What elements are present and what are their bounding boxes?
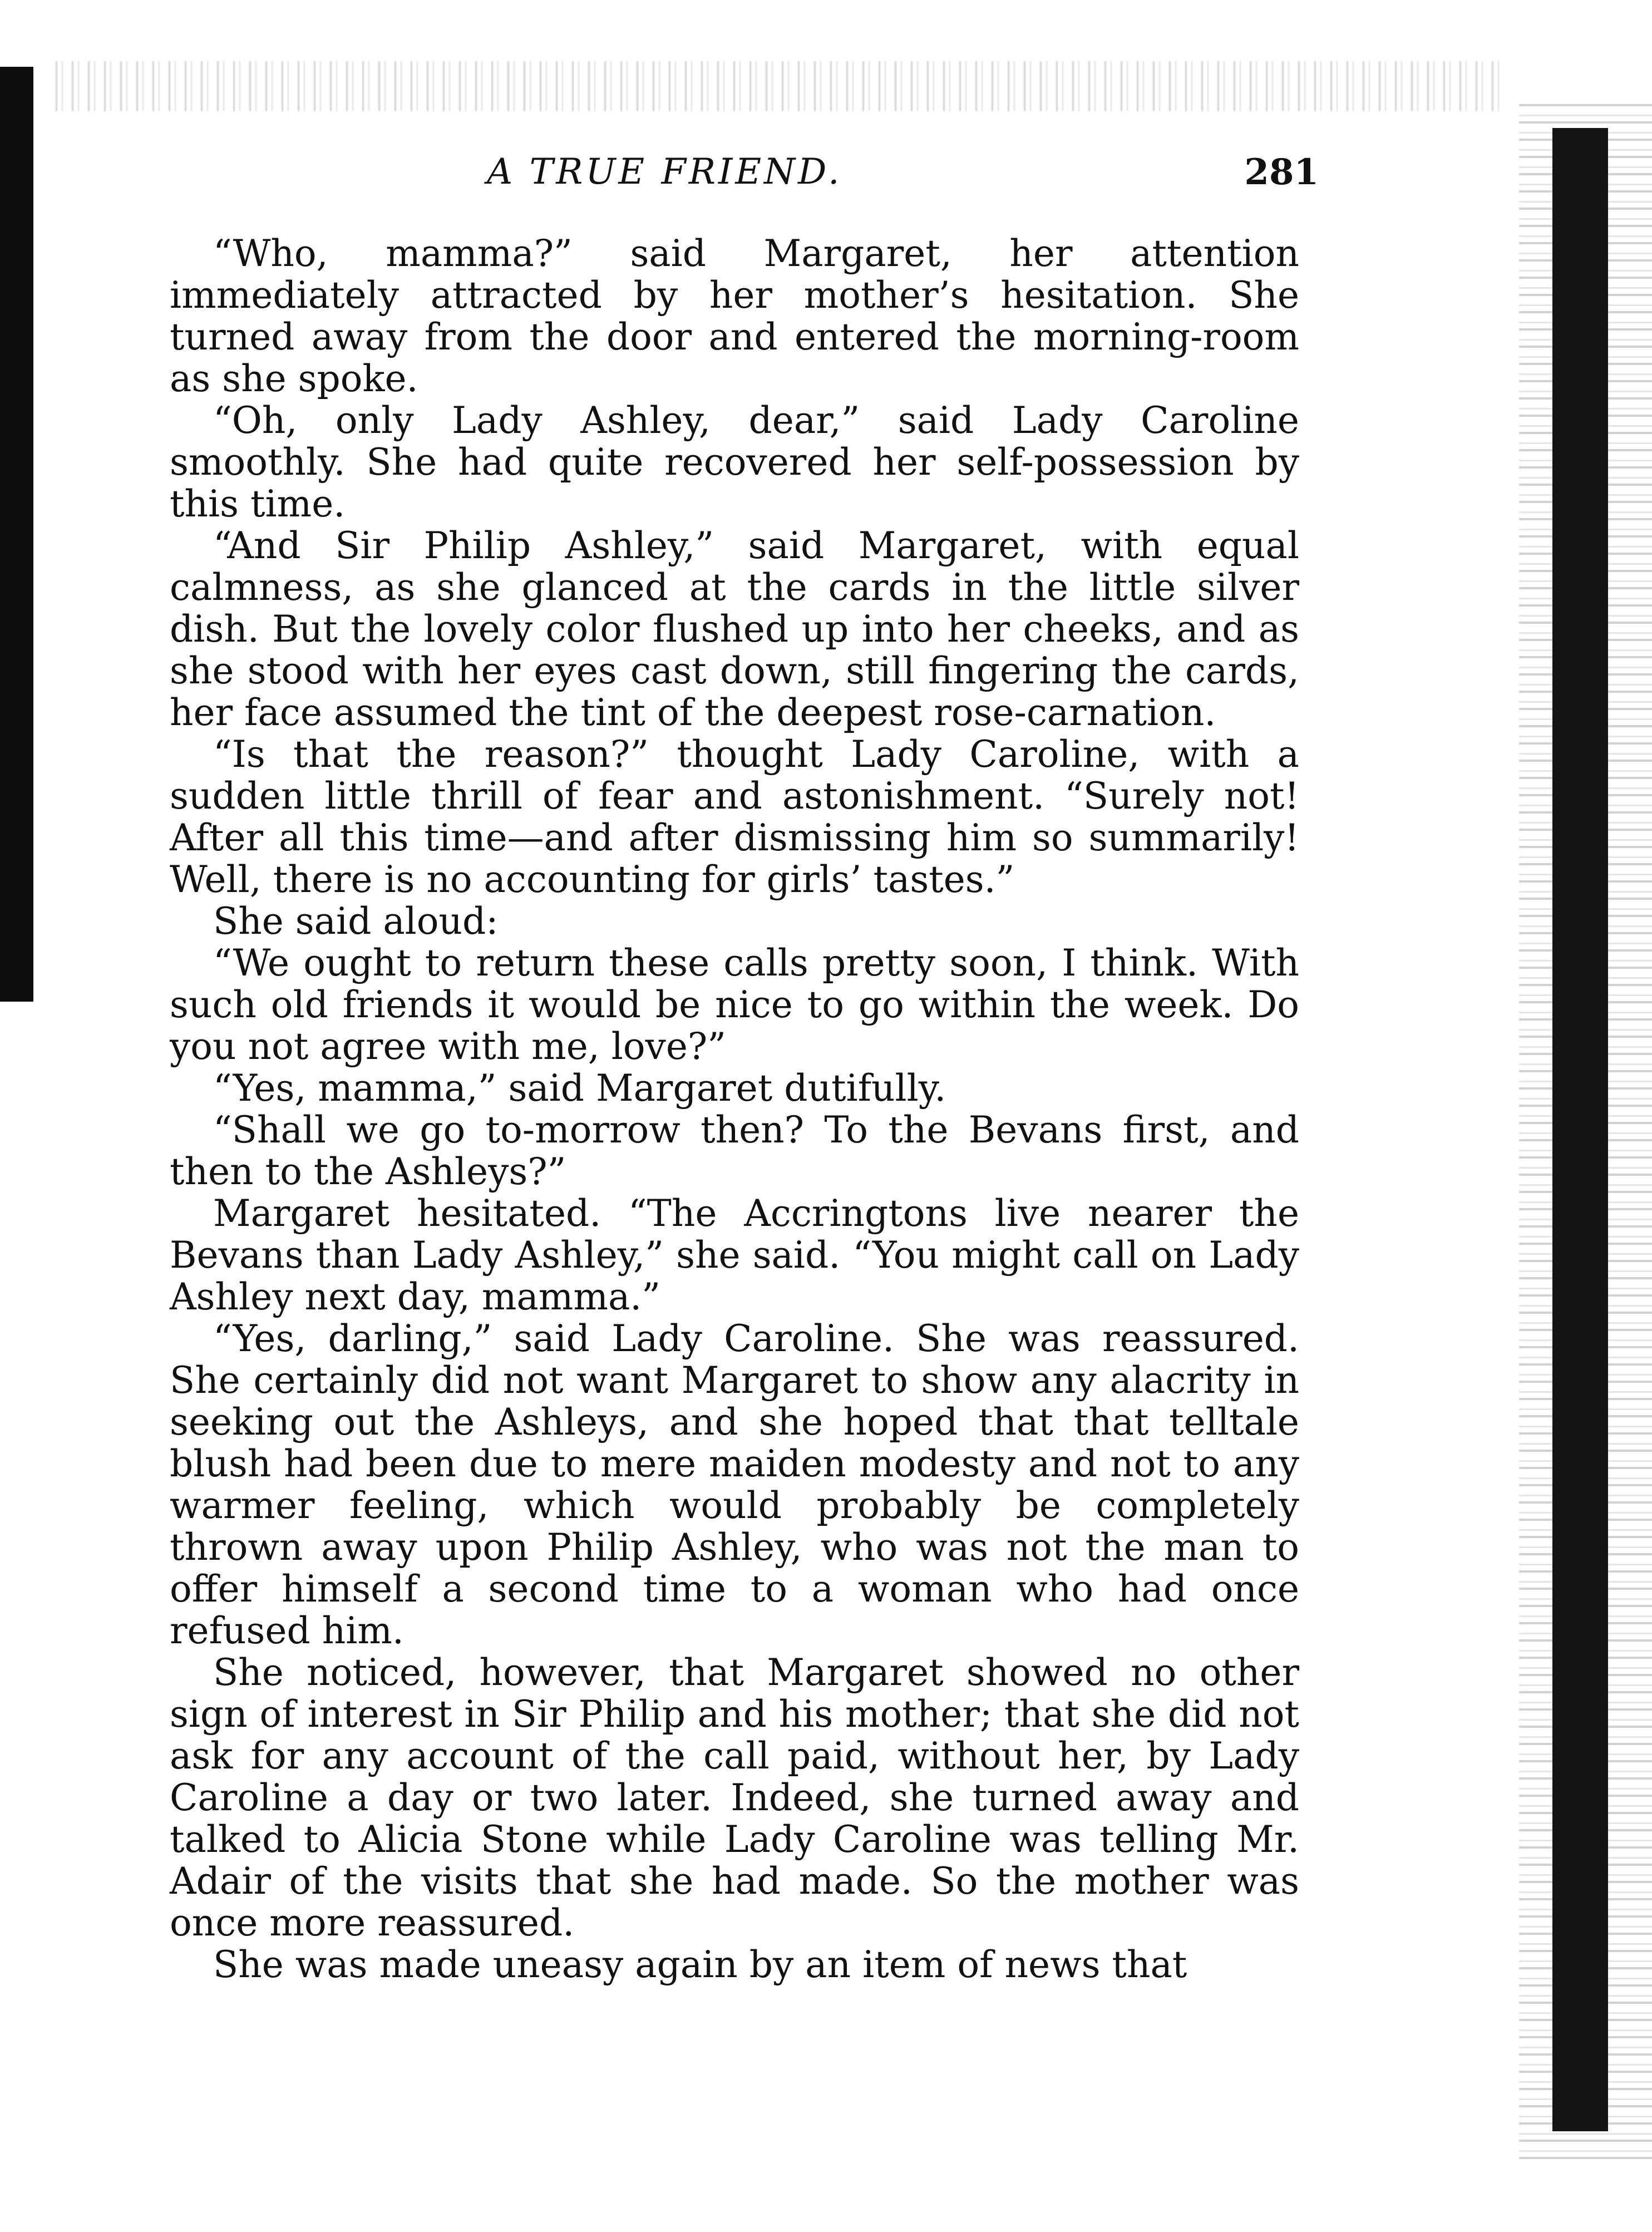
paragraph: “Oh, only Lady Ashley, dear,” said Lady Caroline smoothly. She had quite recovered her self-possession by this time. (170, 399, 1299, 525)
body-text (170, 233, 1299, 1985)
paragraph: She noticed, however, that Margaret showed no other sign of interest in Sir Philip and his mother; that she did not ask for any account of the call paid, without her, by Lady Caroline a day or two later. Indeed, she turned away and talked to Alicia Stone while Lady Caroline was telling Mr. Adair of the visits that she had made. So the mother was once more reassured. (170, 1651, 1299, 1944)
paragraph: “And Sir Philip Ashley,” said Margaret, with equal calmness, as she glanced at the cards in the little silver dish. But the lovely color flushed up into her cheeks, and as she stood with her eyes cast down, still fingering the cards, her face assumed the tint of the deepest rose-carnation. (170, 524, 1299, 734)
scan-left-shadow (0, 67, 33, 1002)
paragraph: She said aloud: (213, 900, 499, 943)
paragraph: She was made uneasy again by an item of news that (213, 1943, 1187, 1986)
paragraph: “Is that the reason?” thought Lady Caroline, with a sudden little thrill of fear and astonishment. “Surely not! After all this time—and after dismissing him so summarily! Well, there is no accounting for girls’ tastes.” (170, 733, 1299, 901)
scan-right-shadow (1552, 128, 1608, 2131)
paragraph: Margaret hesitated. “The Accringtons live nearer the Bevans than Lady Ashley,” she said. “You might call on Lady Ashley next day, mamma.” (170, 1192, 1299, 1318)
paragraph: “Who, mamma?” said Margaret, her attention immediately attracted by her mother’s hesitation. She turned away from the door and entered the morning-room as she spoke. (170, 232, 1299, 400)
page-number: 281 (1244, 151, 1319, 193)
paragraph: “We ought to return these calls pretty soon, I think. With such old friends it would be nice to go within the week. Do you not agree with me, love?” (170, 942, 1299, 1068)
page-header (178, 151, 1319, 213)
scan-top-noise (56, 61, 1502, 111)
paragraph: “Yes, darling,” said Lady Caroline. She was reassured. She certainly did not want Margaret to show any alacrity in seeking out the Ashleys, and she hoped that that telltale blush had been due to mere maiden modesty and not to any warmer feeling, which would probably be completely thrown away upon Philip Ashley, who was not the man to offer himself a second time to a woman who had once refused him. (170, 1317, 1299, 1652)
running-title: A TRUE FRIEND. (487, 151, 842, 193)
paragraph: “Shall we go to-morrow then? To the Bevans first, and then to the Ashleys?” (170, 1108, 1299, 1193)
paragraph: “Yes, mamma,” said Margaret dutifully. (213, 1067, 946, 1110)
